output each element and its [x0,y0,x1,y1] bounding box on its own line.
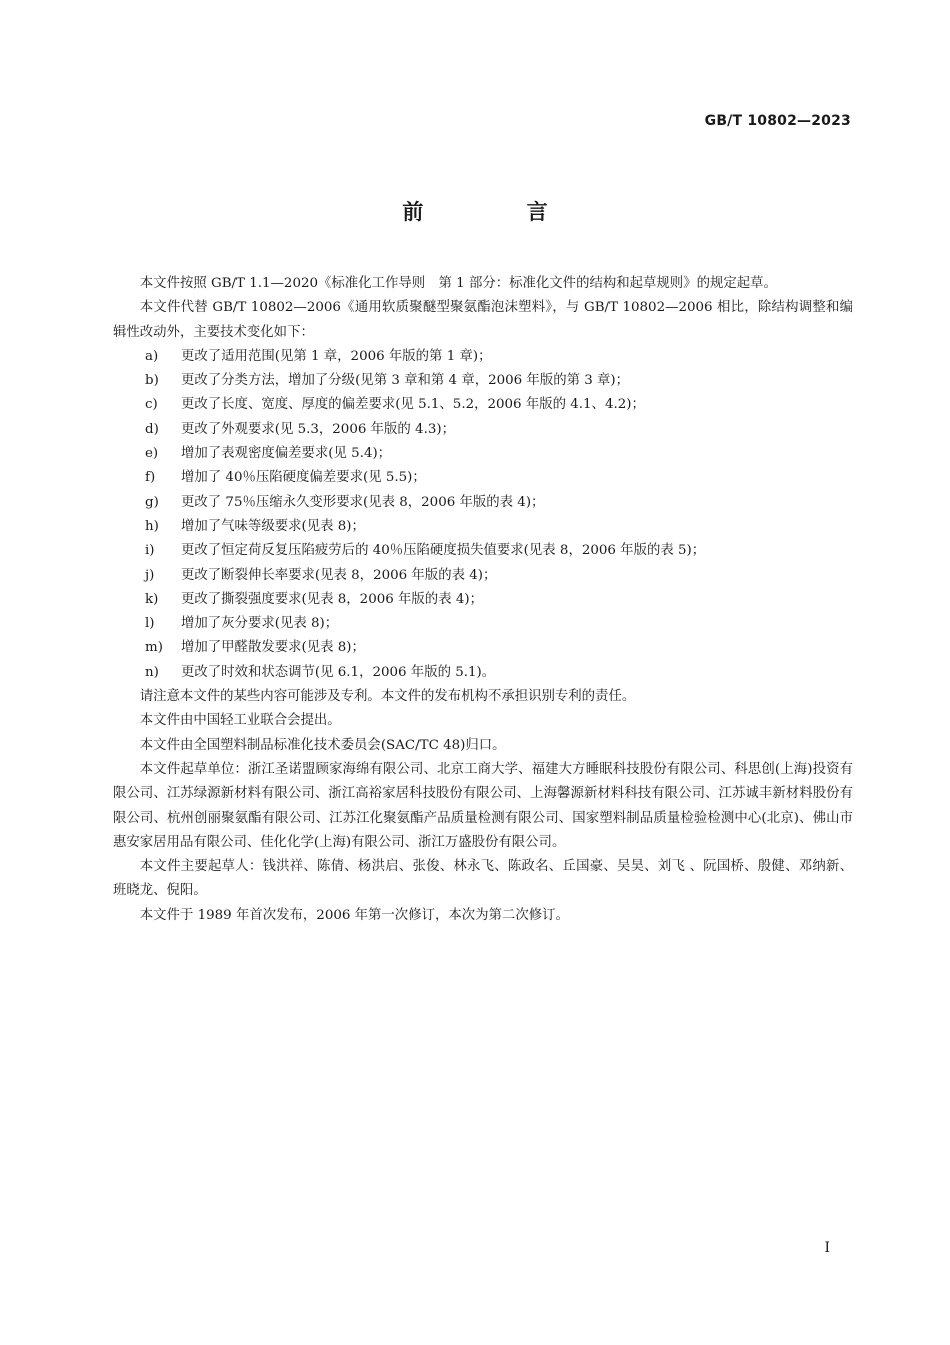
page-number: I [824,1240,830,1256]
list-item [113,636,853,660]
main-drafters: 本文件主要起草人：钱洪祥、陈倩、杨洪启、张俊、林永飞、陈政名、丘国豪、吴昊、刘飞 、阮国桥、殷健、邓纳新、班晓龙、倪阳。 [113,859,853,899]
list-item-marker: b) [145,373,159,389]
list-item [113,515,853,539]
list-item-text: 更改了恒定荷反复压陷疲劳后的 40％压陷硬度损失值要求(见表 8，2006 年版的表 5)； [181,543,706,559]
list-item [113,393,853,417]
list-item-marker: e) [145,446,159,462]
list-item-marker: m) [145,640,163,656]
list-item-text: 增加了灰分要求(见表 8)； [181,616,339,632]
list-item-marker: l) [145,616,155,632]
list-item-text: 更改了断裂伸长率要求(见表 8，2006 年版的表 4)； [181,567,497,583]
list-item [113,539,853,563]
list-item-marker: g) [145,494,159,510]
list-item [113,491,853,515]
page-title: 前 言 [402,200,596,224]
publication-history: 本文件于 1989 年首次发布，2006 年第一次修订，本次为第二次修订。 [139,907,569,923]
list-item [113,612,853,636]
intro-paragraph-2: 本文件代替 GB/T 10802—2006《通用软质聚醚型聚氨酯泡沫塑料》，与 GB/T 10802—2006 相比，除结构调整和编辑性改动外，主要技术变化如下： [113,300,853,340]
managed-by: 本文件由全国塑料制品标准化技术委员会(SAC/TC 48)归口。 [139,737,506,753]
list-item-text: 增加了表观密度偏差要求(见 5.4)； [181,446,392,462]
list-item-marker: d) [145,421,159,437]
list-item-marker: k) [145,591,159,607]
list-item [113,442,853,466]
list-item [113,345,853,369]
list-item-text: 更改了时效和状态调节(见 6.1，2006 年版的 5.1)。 [181,664,496,680]
list-item-text: 更改了长度、宽度、厚度的偏差要求(见 5.1、5.2，2006 年版的 4.1、4.2)； [181,397,645,413]
list-item-marker: c) [145,397,158,413]
list-item-marker: h) [145,518,159,534]
list-item-text: 更改了 75％压缩永久变形要求(见表 8，2006 年版的表 4)； [181,494,545,510]
proposed-by: 本文件由中国轻工业联合会提出。 [139,713,341,729]
list-item-text: 更改了适用范围(见第 1 章，2006 年版的第 1 章)； [181,348,492,364]
list-item-marker: j) [145,567,155,583]
list-item [113,564,853,588]
foreword-body [113,272,853,928]
list-item [113,369,853,393]
list-item [113,661,853,685]
patent-notice: 请注意本文件的某些内容可能涉及专利。本文件的发布机构不承担识别专利的责任。 [139,689,636,705]
list-item-marker: n) [145,664,159,680]
standard-code: GB/T 10802—2023 [704,113,851,129]
list-item-marker: f) [145,470,156,486]
list-item-text: 增加了甲醛散发要求(见表 8)； [181,640,365,656]
list-item-marker: a) [145,348,159,364]
changes-list [113,345,853,685]
list-item-text: 更改了撕裂强度要求(见表 8，2006 年版的表 4)； [181,591,483,607]
list-item [113,588,853,612]
list-item-text: 更改了分类方法，增加了分级(见第 3 章和第 4 章，2006 年版的第 3 章)； [181,373,630,389]
list-item [113,466,853,490]
list-item [113,418,853,442]
list-item-text: 增加了气味等级要求(见表 8)； [181,518,365,534]
drafting-units: 本文件起草单位：浙江圣诺盟顾家海绵有限公司、北京工商大学、福建大方睡眠科技股份有限公司、科思创(上海)投资有限公司、江苏绿源新材料有限公司、浙江高裕家居科技股份有限公司、上海馨源新材料科技有限公司、江苏诚丰新材料股份有限公司、杭州创丽聚氨酯有限公司、江苏江化聚氨酯产品质量检测有限公司、国家塑料制品质量检验检测中心(北京)、佛山市惠安家居用品有限公司、佳化化学(上海)有限公司、浙江万盛股份有限公司。 [113,761,853,850]
intro-paragraph-1: 本文件按照 GB/T 1.1—2020《标准化工作导则 第 1 部分：标准化文件的结构和起草规则》的规定起草。 [139,276,777,291]
list-item-marker: i) [145,543,155,559]
list-item-text: 更改了外观要求(见 5.3，2006 年版的 4.3)； [181,421,455,437]
list-item-text: 增加了 40％压陷硬度偏差要求(见 5.5)； [181,470,426,486]
